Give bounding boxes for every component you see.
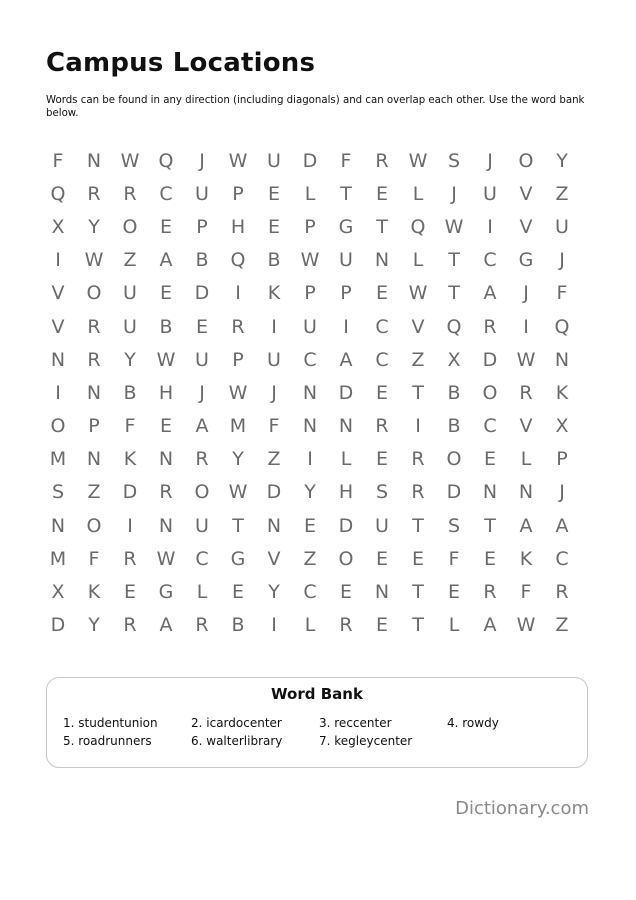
grid-cell: Y [304,481,316,504]
grid-cell: Q [554,315,570,338]
grid-cell: W [516,614,536,637]
grid-cell: O [86,282,102,305]
grid-cell: A [339,348,353,371]
grid-cell: U [375,514,389,537]
grid-cell: I [487,215,493,238]
grid-cell: U [195,348,209,371]
grid-cell: R [231,315,245,338]
grid-cell: R [195,448,209,471]
grid-cell: T [232,514,244,537]
grid-cell: C [303,348,317,371]
grid-cell: T [412,381,424,404]
grid-cell: P [196,215,208,238]
grid-cell: S [51,481,65,504]
grid-cell: O [446,448,462,471]
grid-cell: Y [124,348,136,371]
grid-cell: T [412,581,424,604]
grid-cell: E [375,547,388,570]
grid-cell: R [123,547,137,570]
grid-cell: D [302,149,318,172]
grid-cell: N [50,514,66,537]
grid-cell: F [52,149,64,172]
grid-cell: P [232,182,244,205]
grid-cell: A [555,514,569,537]
grid-cell: N [482,481,498,504]
grid-cell: I [55,381,61,404]
grid-cell: C [375,315,389,338]
grid-cell: R [87,348,101,371]
grid-cell: N [86,149,102,172]
grid-cell: L [412,182,424,205]
grid-cell: J [199,149,205,172]
grid-cell: C [483,415,497,438]
grid-cell: I [271,614,277,637]
grid-cell: B [195,249,209,272]
grid-cell: S [447,514,461,537]
grid-cell: J [487,149,493,172]
grid-cell: V [411,315,425,338]
grid-cell: Q [446,315,462,338]
grid-cell: Q [410,215,426,238]
grid-cell: U [195,182,209,205]
grid-cell: I [343,315,349,338]
grid-cell: V [519,215,533,238]
grid-cell: R [159,481,173,504]
grid-cell: I [127,514,133,537]
grid-cell: E [267,182,280,205]
grid-cell: L [304,614,316,637]
grid-cell: O [50,415,66,438]
instructions-text: Words can be found in any direction (including diagonals) and can overlap each other. Use the word bank below. [46,95,585,119]
letter-grid [40,144,580,642]
grid-cell: Q [50,182,66,205]
grid-cell: Z [555,182,569,205]
grid-cell: L [520,448,532,471]
grid-cell: C [303,581,317,604]
grid-cell: L [448,614,460,637]
grid-cell: D [446,481,462,504]
page-title: Campus Locations [46,48,316,78]
grid-cell: Z [123,249,137,272]
grid-cell: Q [158,149,174,172]
grid-cell: E [231,581,244,604]
grid-cell: Y [232,448,244,471]
grid-cell: Y [88,614,100,637]
grid-cell: V [519,182,533,205]
grid-cell: E [267,215,280,238]
grid-cell: R [87,182,101,205]
grid-cell: E [483,547,496,570]
grid-cell: U [339,249,353,272]
word-bank-item: 6. walterlibrary [191,734,283,748]
brand-logo-text: Dictionary.com [455,798,589,819]
word-bank-title: Word Bank [271,685,363,703]
grid-cell: F [448,547,460,570]
word-bank-item: 2. icardocenter [191,716,282,730]
grid-cell: I [55,249,61,272]
grid-cell: S [447,149,461,172]
grid-cell: Q [230,249,246,272]
grid-cell: I [415,415,421,438]
grid-cell: I [307,448,313,471]
grid-cell: R [555,581,569,604]
grid-cell: W [120,149,140,172]
grid-cell: N [554,348,570,371]
grid-cell: M [229,415,247,438]
grid-cell: E [375,182,388,205]
grid-cell: N [338,415,354,438]
grid-cell: E [483,448,496,471]
grid-cell: Z [267,448,281,471]
grid-cell: K [87,581,101,604]
grid-cell: P [88,415,100,438]
grid-cell: B [231,614,245,637]
grid-cell: E [375,282,388,305]
grid-cell: B [159,315,173,338]
grid-cell: H [158,381,174,404]
grid-cell: N [266,514,282,537]
grid-cell: E [159,282,172,305]
grid-cell: W [300,249,320,272]
grid-cell: P [340,282,352,305]
grid-cell: A [159,614,173,637]
grid-cell: N [518,481,534,504]
grid-cell: A [519,514,533,537]
word-bank [46,677,588,768]
grid-cell: G [230,547,246,570]
grid-cell: E [195,315,208,338]
grid-cell: W [516,348,536,371]
word-bank-item: 4. rowdy [447,716,499,730]
grid-cell: P [556,448,568,471]
grid-cell: O [86,514,102,537]
grid-cell: V [267,547,281,570]
grid-cell: Z [87,481,101,504]
grid-cell: J [451,182,457,205]
grid-cell: W [228,381,248,404]
grid-cell: R [375,415,389,438]
grid-cell: D [50,614,66,637]
grid-cell: E [303,514,316,537]
grid-cell: R [123,614,137,637]
grid-cell: T [412,614,424,637]
grid-cell: T [412,514,424,537]
grid-cell: B [267,249,281,272]
grid-cell: U [195,514,209,537]
grid-cell: V [51,282,65,305]
grid-cell: U [123,315,137,338]
grid-cell: O [518,149,534,172]
grid-cell: W [84,249,104,272]
grid-cell: U [267,348,281,371]
grid-cell: A [483,614,497,637]
grid-cell: G [158,581,174,604]
grid-cell: X [51,581,65,604]
grid-cell: T [340,182,352,205]
grid-cell: F [520,581,532,604]
grid-cell: Y [268,581,280,604]
grid-cell: Z [303,547,317,570]
grid-cell: J [523,282,529,305]
grid-cell: W [228,149,248,172]
grid-cell: N [374,249,390,272]
word-bank-item: 3. reccenter [319,716,392,730]
grid-cell: C [555,547,569,570]
grid-cell: X [447,348,461,371]
grid-cell: D [122,481,138,504]
grid-cell: U [555,215,569,238]
grid-cell: B [447,415,461,438]
grid-cell: E [339,581,352,604]
grid-cell: U [267,149,281,172]
grid-cell: O [122,215,138,238]
grid-cell: E [375,381,388,404]
grid-cell: R [339,614,353,637]
grid-cell: J [559,249,565,272]
grid-cell: R [195,614,209,637]
grid-cell: D [338,381,354,404]
grid-cell: Y [556,149,568,172]
grid-cell: H [230,215,246,238]
grid-cell: P [304,215,316,238]
grid-cell: D [338,514,354,537]
grid-cell: W [156,547,176,570]
grid-cell: T [448,249,460,272]
word-bank-item: 1. studentunion [63,716,158,730]
grid-cell: F [268,415,280,438]
grid-cell: L [412,249,424,272]
grid-cell: N [374,581,390,604]
grid-cell: C [159,182,173,205]
grid-cell: J [199,381,205,404]
grid-cell: U [483,182,497,205]
grid-cell: I [271,315,277,338]
grid-cell: F [124,415,136,438]
grid-cell: F [88,547,100,570]
grid-cell: O [482,381,498,404]
grid-cell: G [518,249,534,272]
grid-cell: P [304,282,316,305]
grid-cell: T [448,282,460,305]
grid-cell: B [123,381,137,404]
grid-cell: X [51,215,65,238]
grid-cell: X [555,415,569,438]
grid-cell: N [302,381,318,404]
grid-cell: A [483,282,497,305]
grid-cell: U [303,315,317,338]
grid-cell: K [555,381,569,404]
grid-cell: M [49,547,67,570]
grid-cell: E [159,415,172,438]
grid-cell: K [519,547,533,570]
grid-cell: D [194,282,210,305]
grid-cell: O [194,481,210,504]
grid-cell: E [447,581,460,604]
grid-cell: Y [88,215,100,238]
grid-cell: N [86,448,102,471]
grid-cell: R [87,315,101,338]
grid-cell: R [375,149,389,172]
grid-cell: P [232,348,244,371]
grid-cell: W [444,215,464,238]
grid-cell: R [411,481,425,504]
grid-cell: R [411,448,425,471]
grid-cell: W [156,348,176,371]
grid-cell: N [50,348,66,371]
word-bank-item: 5. roadrunners [63,734,152,748]
grid-cell: H [338,481,354,504]
grid-cell: W [408,282,428,305]
grid-cell: J [271,381,277,404]
grid-cell: Z [555,614,569,637]
grid-cell: E [411,547,424,570]
word-list [63,716,575,752]
grid-cell: Z [411,348,425,371]
grid-cell: R [483,581,497,604]
grid-cell: C [375,348,389,371]
grid-cell: N [158,514,174,537]
grid-cell: D [482,348,498,371]
grid-cell: T [376,215,388,238]
grid-cell: W [408,149,428,172]
grid-cell: L [340,448,352,471]
grid-cell: L [304,182,316,205]
grid-cell: U [123,282,137,305]
grid-cell: N [158,448,174,471]
grid-cell: F [340,149,352,172]
grid-cell: A [195,415,209,438]
word-bank-item: 7. kegleycenter [319,734,413,748]
grid-cell: N [302,415,318,438]
grid-cell: B [447,381,461,404]
grid-cell: K [267,282,281,305]
grid-cell: E [375,448,388,471]
grid-cell: N [86,381,102,404]
grid-cell: A [159,249,173,272]
grid-cell: J [559,481,565,504]
grid-cell: M [49,448,67,471]
grid-cell: I [523,315,529,338]
grid-cell: C [483,249,497,272]
grid-cell: I [235,282,241,305]
grid-cell: G [338,215,354,238]
grid-cell: R [123,182,137,205]
grid-cell: L [196,581,208,604]
grid-cell: F [556,282,568,305]
grid-cell: R [483,315,497,338]
grid-cell: E [123,581,136,604]
grid-cell: E [375,614,388,637]
grid-cell: K [123,448,137,471]
grid-cell: S [375,481,389,504]
grid-cell: E [159,215,172,238]
grid-cell: T [484,514,496,537]
grid-cell: W [228,481,248,504]
grid-cell: D [266,481,282,504]
grid-cell: O [338,547,354,570]
grid-cell: C [195,547,209,570]
grid-cell: R [519,381,533,404]
grid-cell: V [519,415,533,438]
grid-cell: V [51,315,65,338]
